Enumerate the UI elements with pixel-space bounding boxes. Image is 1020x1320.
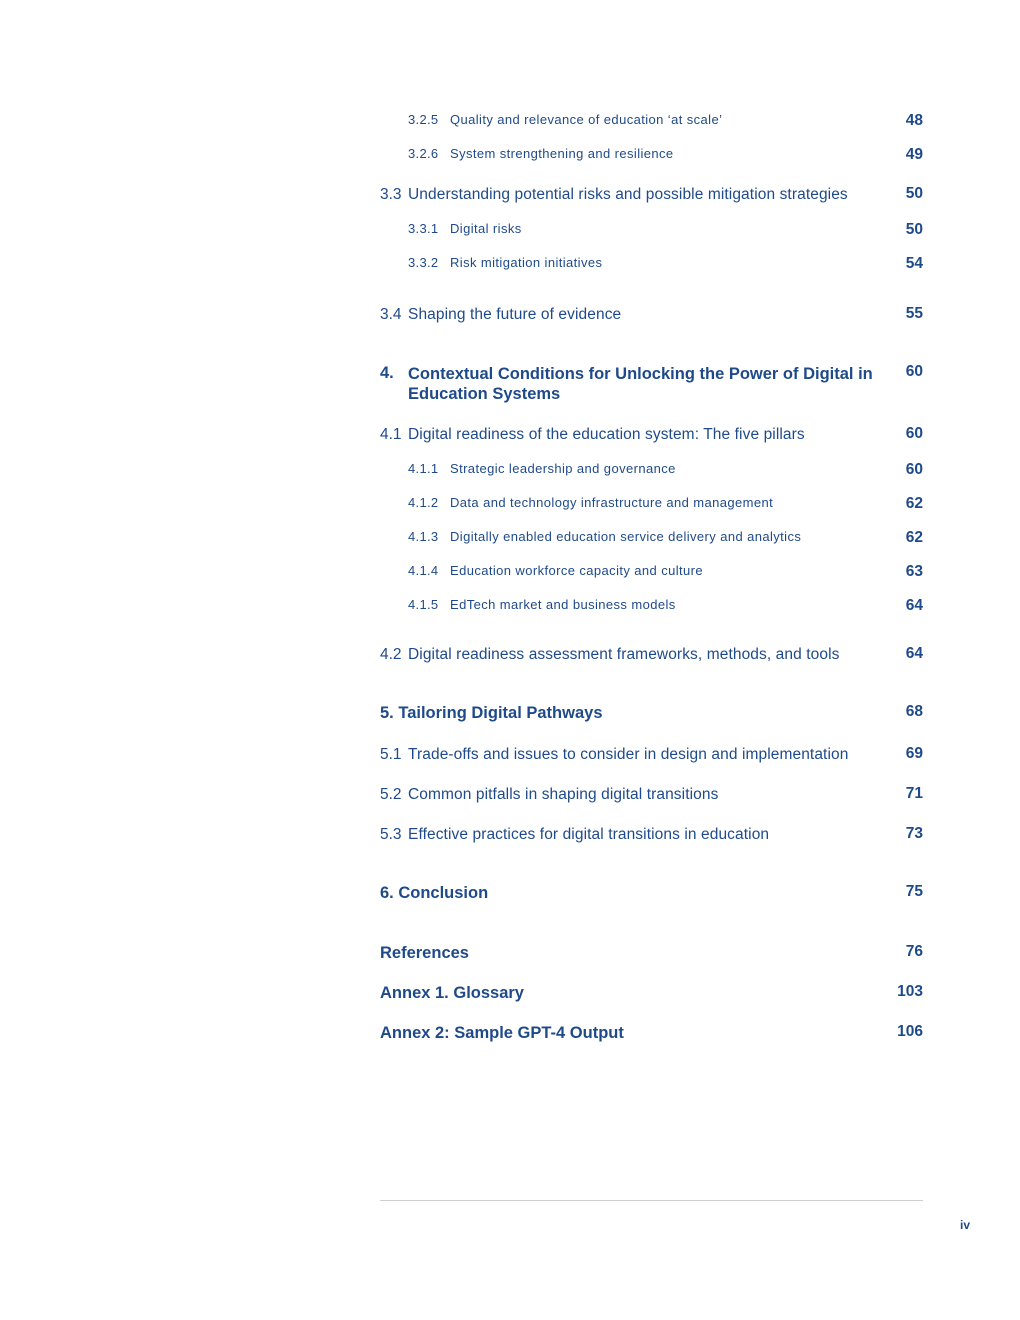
entry-title: Risk mitigation initiatives — [450, 255, 603, 270]
entry-page: 71 — [905, 785, 923, 802]
entry-page: 64 — [905, 645, 923, 662]
entry-title: Digitally enabled education service delivery and analytics — [450, 529, 802, 544]
entry-number: 3.3.2 — [408, 255, 439, 270]
entry-title: Data and technology infrastructure and management — [450, 495, 774, 510]
entry-page: 73 — [905, 825, 923, 842]
entry-number: 5.1 — [380, 746, 402, 763]
entry-number: 3.3 — [380, 186, 402, 203]
entry-number: 4.1.5 — [408, 597, 439, 612]
entry-title: Annex 1. Glossary — [380, 984, 524, 1002]
entry-title: Annex 2: Sample GPT-4 Output — [380, 1024, 624, 1042]
entry-title: 6. Conclusion — [380, 884, 489, 902]
entry-number: 3.2.5 — [408, 112, 439, 127]
entry-page: 49 — [905, 146, 923, 163]
entry-number: 4.2 — [380, 646, 402, 663]
entry-title: Contextual Conditions for Unlocking the Power of Digital in Education Systems — [408, 365, 873, 403]
entry-title: Digital readiness assessment frameworks, methods, and tools — [408, 646, 840, 663]
entry-page: 60 — [905, 425, 923, 442]
entry-title: Trade-offs and issues to consider in design and implementation — [408, 746, 849, 763]
entry-page: 103 — [897, 983, 923, 1000]
entry-title: 5. Tailoring Digital Pathways — [380, 704, 603, 722]
entry-title: Digital risks — [450, 221, 522, 236]
entry-number: 5.2 — [380, 786, 402, 803]
entry-title: Shaping the future of evidence — [408, 306, 622, 323]
entry-title: Common pitfalls in shaping digital transitions — [408, 786, 719, 803]
entry-number: 4.1 — [380, 426, 402, 443]
entry-number: 4.1.4 — [408, 563, 439, 578]
entry-number: 3.4 — [380, 306, 402, 323]
entry-page: 63 — [905, 563, 923, 580]
entry-number: 4.1.1 — [408, 461, 439, 476]
entry-page: 48 — [905, 112, 923, 129]
entry-page: 60 — [905, 461, 923, 478]
entry-page: 106 — [897, 1023, 923, 1040]
entry-page: 62 — [905, 495, 923, 512]
entry-number: 5.3 — [380, 826, 402, 843]
entry-title: Digital readiness of the education system: The five pillars — [408, 426, 805, 443]
entry-title: Education workforce capacity and culture — [450, 563, 704, 578]
entry-title: System strengthening and resilience — [450, 146, 674, 161]
entry-title: Quality and relevance of education ‘at scale’ — [450, 112, 723, 127]
page-number: iv — [960, 1218, 971, 1232]
entry-title: Understanding potential risks and possible mitigation strategies — [408, 186, 848, 203]
entry-number: 3.3.1 — [408, 221, 439, 236]
entry-number: 4.1.2 — [408, 495, 439, 510]
entry-page: 75 — [905, 883, 923, 900]
entry-page: 55 — [905, 305, 923, 322]
entry-page: 64 — [905, 597, 923, 614]
entry-title: References — [380, 944, 469, 962]
entry-page: 68 — [905, 703, 923, 720]
entry-page: 50 — [905, 221, 923, 238]
entry-number: 4.1.3 — [408, 529, 439, 544]
entry-page: 76 — [905, 943, 923, 960]
entry-title: Strategic leadership and governance — [450, 461, 676, 476]
entry-title: Effective practices for digital transitions in education — [408, 826, 770, 843]
entry-title: EdTech market and business models — [450, 597, 676, 612]
entry-page: 60 — [905, 363, 923, 380]
entry-page: 50 — [905, 185, 923, 202]
footer-divider — [380, 1200, 923, 1201]
entry-page: 69 — [905, 745, 923, 762]
entry-number: 3.2.6 — [408, 146, 439, 161]
entry-page: 54 — [905, 255, 923, 272]
entry-page: 62 — [905, 529, 923, 546]
entry-number: 4. — [380, 364, 394, 382]
